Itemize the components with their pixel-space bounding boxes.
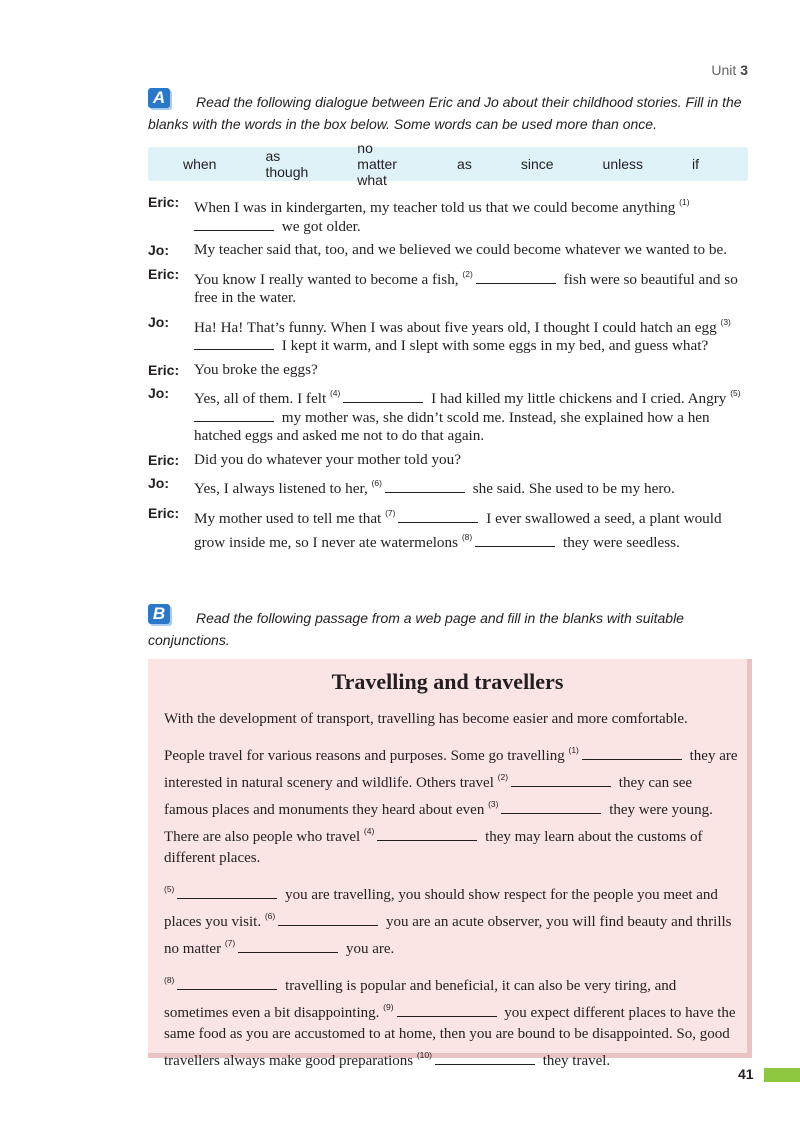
dialogue-line (148, 451, 748, 470)
text-fragment: you are an acute observer, you will find beauty and thrills no matter (164, 914, 732, 957)
text-fragment: Yes, all of them. I felt (194, 390, 330, 407)
text-fragment: People travel for various reasons and purposes. Some go travelling (164, 748, 569, 764)
text-fragment: they can see famous places and monuments they heard about even (164, 775, 693, 818)
text-fragment: When I was in kindergarten, my teacher told us that we could become anything (194, 199, 680, 216)
dialogue-line (148, 265, 748, 308)
speaker-name: Jo: (148, 475, 169, 491)
text-fragment: you are travelling, you should show respect for the people you meet and places you visit. (164, 887, 718, 930)
blank-number: (8) (461, 532, 473, 542)
fill-blank[interactable] (435, 1053, 535, 1065)
blank-number: (8) (164, 975, 175, 985)
speech-text (194, 361, 748, 380)
fill-blank[interactable] (194, 338, 274, 350)
blank-number: (2) (497, 772, 509, 782)
text-fragment: Did you do whatever your mother told you? (194, 450, 461, 468)
speaker-name: Eric: (148, 361, 180, 378)
text-fragment: they travel. (538, 1053, 611, 1069)
fill-blank[interactable] (377, 829, 477, 841)
fill-blank[interactable] (397, 1005, 497, 1017)
word-as: as (457, 156, 472, 172)
blank-number: (9) (383, 1002, 394, 1012)
blank-number: (5) (730, 388, 741, 398)
fill-blank[interactable] (398, 511, 478, 523)
text-fragment: My teacher said that, too, and we believed we could become whatever we wanted to be. (194, 241, 728, 258)
blank-number: (7) (224, 938, 236, 948)
passage-paragraph (164, 740, 739, 869)
blank-number: (7) (385, 507, 396, 518)
passage-title: Travelling and travellers (331, 669, 564, 694)
section-b-instruction: B Read the following passage from a web page and fill in the blanks with suitable conjunctions. (148, 604, 684, 648)
fill-blank[interactable] (475, 535, 555, 547)
dialogue (148, 193, 748, 558)
fill-blank[interactable] (582, 748, 682, 760)
unit-number: 3 (740, 62, 748, 78)
word-if: if (692, 156, 699, 172)
speaker-name: Eric: (148, 194, 180, 210)
dialogue-line (148, 313, 748, 356)
section-b-badge: B (148, 604, 170, 624)
fill-blank[interactable] (238, 941, 338, 953)
text-fragment: My mother used to tell me that (194, 509, 386, 527)
text-fragment: my mother was, she didn’t scold me. Instead, she explained how a hen hatched eggs and asked me not to do that again. (194, 408, 710, 444)
text-fragment: I kept it warm, and I slept with some eggs in my bed, and guess what? (278, 337, 709, 354)
page-number-bar (764, 1068, 800, 1082)
speaker-name: Jo: (148, 242, 169, 258)
fill-blank[interactable] (194, 410, 274, 422)
blank-number: (3) (488, 799, 499, 809)
speech-text (194, 193, 748, 236)
text-fragment: travelling is popular and beneficial, it can also be very tiring, and sometimes even a bit disappointing. (164, 978, 677, 1021)
blank-number: (4) (363, 826, 375, 836)
word-unless: unless (602, 156, 643, 172)
speaker-name: Eric: (148, 265, 180, 282)
fill-blank[interactable] (501, 802, 601, 814)
dialogue-line (148, 193, 748, 236)
speaker-name: Jo: (148, 385, 169, 401)
speech-text (194, 241, 748, 260)
text-fragment: they may learn about the customs of different places. (164, 829, 703, 866)
blank-number: (4) (329, 388, 341, 398)
dialogue-line (148, 474, 748, 499)
dialogue-line (148, 504, 748, 553)
text-fragment: you are. (342, 941, 395, 957)
blank-number: (5) (164, 884, 175, 894)
word-when: when (183, 156, 217, 172)
passage-paragraph (164, 709, 739, 730)
passage-box (148, 659, 752, 1069)
unit-label: Unit 3 (711, 62, 748, 78)
page-number: 41 (738, 1066, 754, 1082)
passage-paragraph (164, 970, 739, 1072)
fill-blank[interactable] (476, 272, 556, 284)
blank-number: (1) (568, 745, 579, 755)
speech-text (194, 504, 748, 553)
section-a-instruction: A Read the following dialogue between Eric and Jo about their childhood stories. Fill in the blanks with the words in the box below. Some words can be used more than once. (148, 88, 742, 132)
text-fragment: fish were so beautiful and so free in the water. (194, 270, 738, 306)
text-fragment: you expect different places to have the same food as you are accustomed to at home, then you are bound to be disappointed. So, good travellers always make good preparations (164, 1005, 736, 1069)
fill-blank[interactable] (194, 219, 274, 231)
speaker-name: Eric: (148, 504, 180, 521)
word-since: since (520, 156, 554, 172)
speech-text (194, 451, 748, 470)
text-fragment: You broke the eggs? (194, 360, 318, 378)
fill-blank[interactable] (343, 391, 423, 403)
fill-blank[interactable] (385, 481, 465, 493)
text-fragment: Yes, I always listened to her, (194, 480, 372, 497)
speech-text (194, 313, 748, 356)
blank-number: (6) (371, 478, 382, 488)
passage-body (164, 709, 739, 1082)
blank-number: (3) (720, 316, 731, 327)
text-fragment: they were young. There are also people who travel (164, 802, 713, 845)
text-fragment: With the development of transport, travelling has become easier and more comfortable. (164, 711, 688, 727)
text-fragment: I had killed my little chickens and I cried. Angry (427, 390, 731, 407)
blank-number: (6) (264, 911, 276, 921)
text-fragment: they are interested in natural scenery and wildlife. Others travel (164, 748, 738, 791)
word-as-though: as though (265, 148, 309, 180)
speech-text (194, 474, 748, 499)
speaker-name: Eric: (148, 451, 180, 468)
blank-number: (2) (462, 268, 473, 279)
fill-blank[interactable] (511, 775, 611, 787)
dialogue-line (148, 384, 748, 446)
blank-number: (1) (679, 197, 690, 207)
text-fragment: they were seedless. (559, 534, 680, 551)
fill-blank[interactable] (177, 887, 277, 899)
section-a-badge: A (148, 88, 170, 108)
passage-paragraph (164, 879, 739, 960)
dialogue-line (148, 361, 748, 380)
fill-blank[interactable] (177, 978, 277, 990)
text-fragment: Ha! Ha! That’s funny. When I was about five years old, I thought I could hatch an egg (194, 318, 721, 336)
text-fragment: I ever swallowed a seed, a plant would grow inside me, so I never ate watermelons (194, 509, 722, 551)
dialogue-line (148, 241, 748, 260)
fill-blank[interactable] (278, 914, 378, 926)
speaker-name: Jo: (148, 313, 169, 330)
speech-text (194, 265, 748, 308)
speech-text (194, 384, 748, 446)
text-fragment: she said. She used to be my hero. (468, 480, 675, 497)
word-box (148, 140, 748, 188)
word-no-matter-what: no matter what (357, 140, 397, 188)
blank-number: (10) (416, 1050, 432, 1060)
text-fragment: we got older. (278, 217, 361, 235)
text-fragment: You know I really wanted to become a fish, (194, 270, 463, 288)
